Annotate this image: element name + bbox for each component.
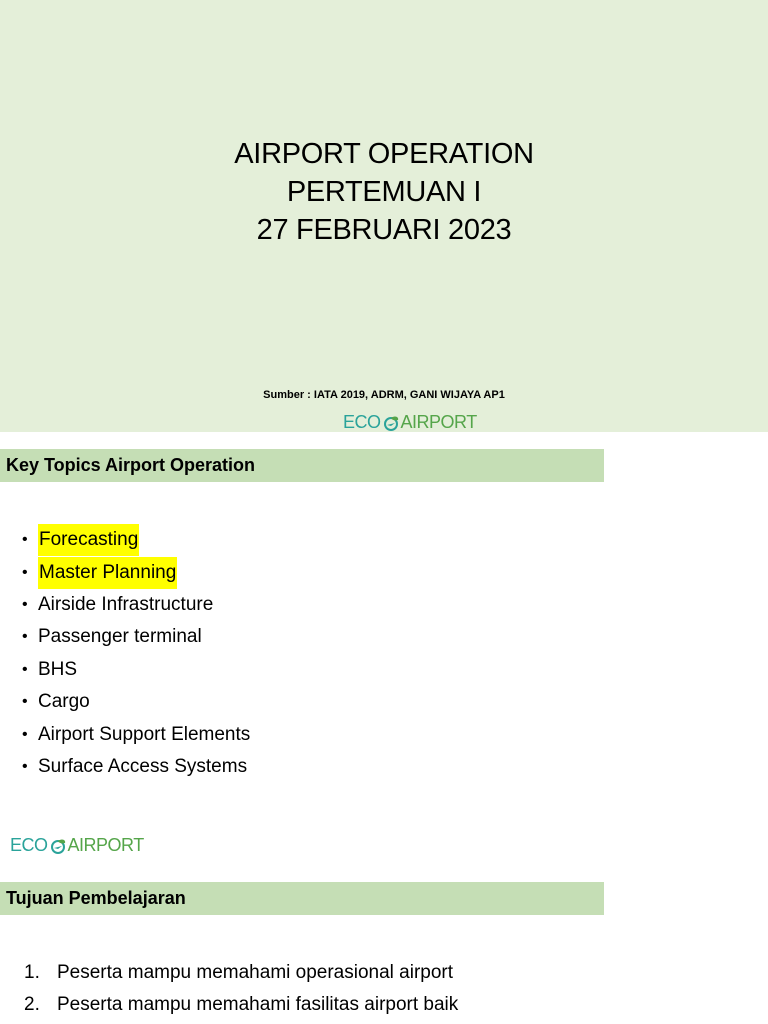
logo-airport-text: AIRPORT <box>67 835 144 855</box>
goal-number: 2. <box>24 994 40 1015</box>
list-item <box>22 589 250 621</box>
list-item <box>22 654 250 686</box>
topic-airport-support-elements: Airport Support Elements <box>38 723 251 745</box>
bullet: • <box>22 757 28 775</box>
goals-list <box>24 957 458 1021</box>
list-item <box>24 989 458 1021</box>
list-item <box>22 524 250 556</box>
topic-forecasting: Forecasting <box>38 524 139 556</box>
topic-passenger-terminal: Passenger terminal <box>38 626 202 648</box>
bullet: • <box>22 660 28 678</box>
topic-master-planning: Master Planning <box>38 557 177 589</box>
topics-list <box>22 524 250 783</box>
eco-airport-logo-2 <box>10 835 144 856</box>
eco-airport-logo <box>343 412 477 433</box>
topic-bhs: BHS <box>38 658 78 680</box>
title-line-3: 27 FEBRUARI 2023 <box>256 214 512 246</box>
title-line-2: PERTEMUAN I <box>286 176 482 208</box>
bullet: • <box>22 531 28 549</box>
bullet: • <box>22 563 28 581</box>
list-item <box>22 621 250 653</box>
eco-airport-leaf-icon <box>382 414 400 432</box>
logo-eco-text: ECO <box>343 412 381 432</box>
bullet: • <box>22 693 28 711</box>
key-topics-heading-bar <box>0 449 604 482</box>
topic-surface-access-systems: Surface Access Systems <box>38 755 248 777</box>
slide-title <box>0 135 768 249</box>
list-item <box>22 686 250 718</box>
tujuan-heading: Tujuan Pembelajaran <box>6 888 186 908</box>
goal-number: 1. <box>24 962 40 983</box>
title-line-1: AIRPORT OPERATION <box>234 138 534 170</box>
bullet: • <box>22 628 28 646</box>
goal-text: Peserta mampu memahami fasilitas airport baik <box>57 994 459 1015</box>
topic-cargo: Cargo <box>38 691 90 713</box>
eco-airport-leaf-icon <box>49 837 67 855</box>
key-topics-heading: Key Topics Airport Operation <box>6 455 256 475</box>
logo-airport-text: AIRPORT <box>400 412 477 432</box>
tujuan-heading-bar <box>0 882 604 915</box>
list-item <box>22 718 250 750</box>
topic-airside-infrastructure: Airside Infrastructure <box>38 593 214 615</box>
list-item <box>22 751 250 783</box>
bullet: • <box>22 725 28 743</box>
logo-eco-text: ECO <box>10 835 48 855</box>
bullet: • <box>22 595 28 613</box>
goal-text: Peserta mampu memahami operasional airport <box>57 962 454 983</box>
source-caption: Sumber : IATA 2019, ADRM, GANI WIJAYA AP1 <box>263 389 505 401</box>
list-item <box>22 556 250 588</box>
title-slide <box>0 0 768 432</box>
list-item <box>24 957 458 989</box>
